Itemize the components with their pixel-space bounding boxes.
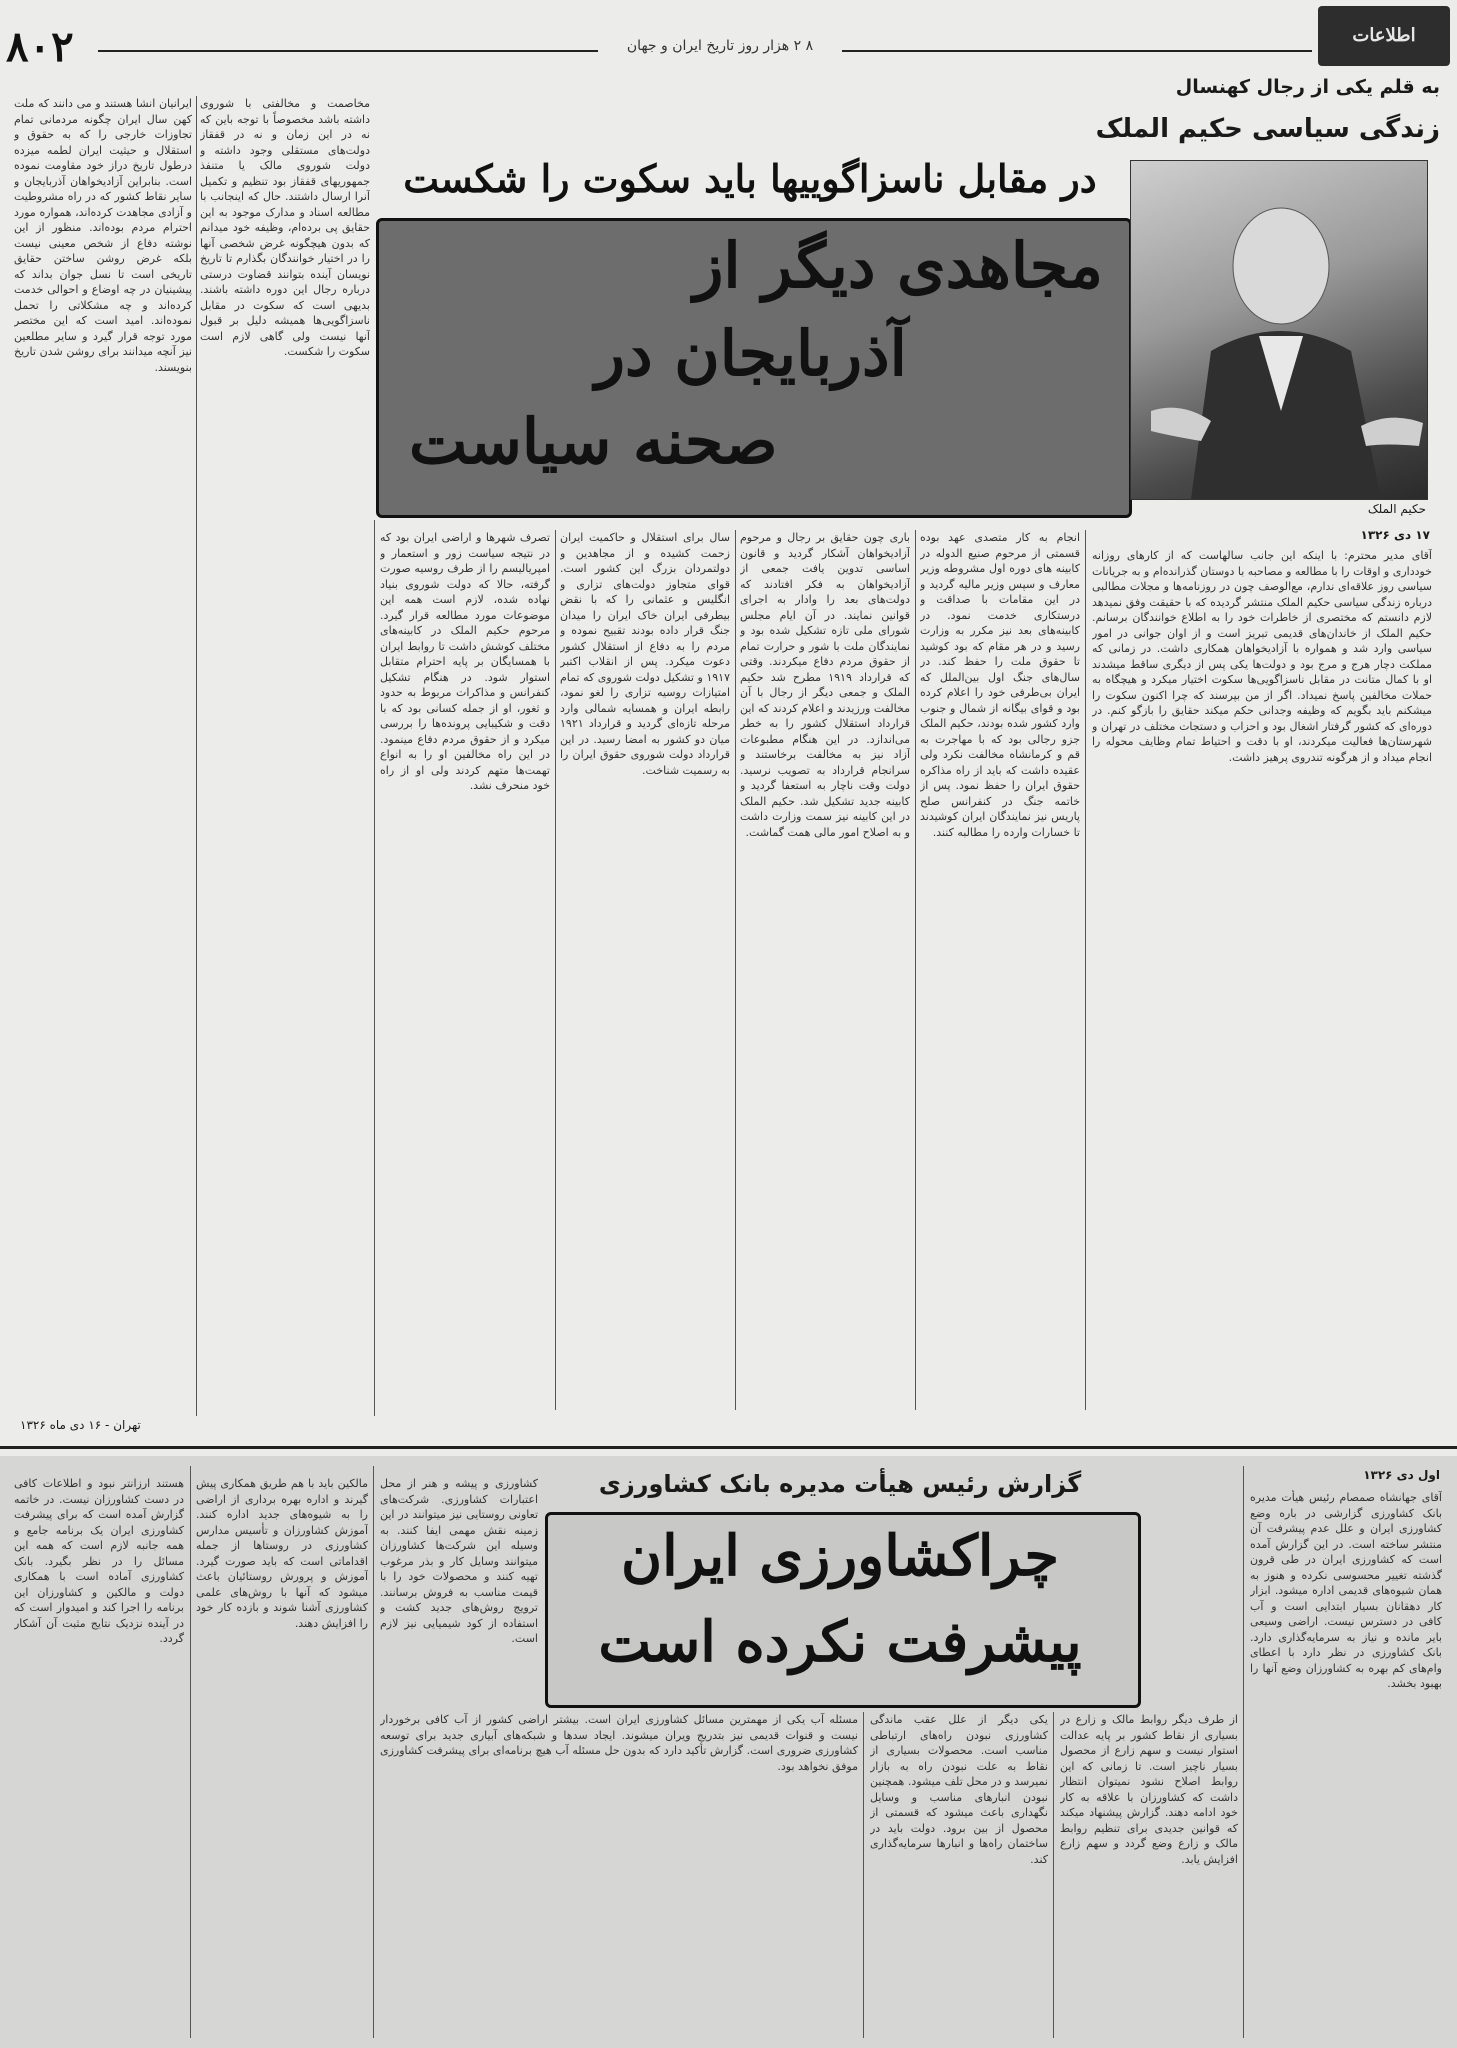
portrait-photo [1130,160,1428,500]
article1-column-4: سال برای استقلال و حاکمیت ایران زحمت کشیده و از مجاهدین و دولتمردان بزرگ این کشور است. قوای متجاوز دولت‌های تزاری و انگلیس و عثمانی را که با نقض بیطرفی ایران خاک ایران را میدان جنگ قرار داده بودند تقبیح نموده و مردم را به دفاع از استقلال کشور دعوت میکرد. پس از انقلاب اکتبر ۱۹۱۷ و تشکیل دولت شوروی که تمام امتیازات روسیه تزاری را لغو نمود، رابطه ایران و همسایه شمالی وارد مرحله تازه‌ای گردید و قرارداد ۱۹۲۱ میان دو کشور به امضا رسید. در این قرارداد دولت شوروی حقوق ایران را به رسمیت شناخت. [560,531,730,777]
column-divider [1085,530,1086,1410]
column-divider [374,520,375,1416]
column-divider [196,96,197,1416]
column-divider [555,530,556,1410]
article2-column-6: مالکین باید با هم طریق همکاری پیش گیرند و اداره بهره برداری از اراضی را به شیوه‌های جدید اداره کنند. آموزش کشاورزان و تأسیس مدارس کشاورزی در روستاها از جمله اقداماتی است که باید صورت گیرد. آموزش و پرورش روستائیان باعث میشود که آنها با روش‌های علمی کشاورزی آشنا شوند و بازده کار خود را افزایش دهند. [196,1477,368,1630]
dateline-top: ۱۷ دی ۱۳۲۶ [1360,528,1430,542]
column-divider [190,1466,191,2038]
page-number: ۸۰۲ [6,22,74,71]
column-divider [915,530,916,1410]
article2-date: اول دی ۱۳۲۶ [1363,1468,1440,1482]
portrait-figure-icon [1131,161,1427,499]
headline-box [376,218,1132,518]
article-headline: در مقابل ناسزاگوییها باید سکوت را شکست [403,156,1097,201]
publication-logo: اطلاعات [1318,6,1450,66]
header-rule-left [98,50,598,52]
column-divider [373,1466,374,2038]
article-subtitle: زندگی سیاسی حکیم الملک [1095,114,1440,144]
article1-column-6: مخاصمت و مخالفتی با شوروی داشته باشد مخصوصاً با توجه باین که نه در این زمان و نه در قفقاز دولت‌های مستقلی وجود داشته و دولت شوروی مالک یا متنفذ جمهوریهای قفقاز بود تنظیم و تکمیل آنرا ارسال داشتند. حال که اینجانب با مطالعه اسناد و مدارک موجود به این حقایق پی برده‌ام، وظیفه خود میدانم که بدون هیچگونه غرض شخصی آنها را در اختیار خوانندگان بگذارم تا تاریخ نویسان آینده بتوانند قضاوت درستی درباره رجال این دوره داشته باشند. بدیهی است که سکوت در مقابل ناسزاگویی‌ها همیشه دلیل بر قبول آنها نیست ولی گاهی لازم است سکوت را شکست. [200,97,370,358]
article2-column-5: کشاورزی و پیشه و هنر از محل اعتبارات کشاورزی. شرکت‌های تعاونی روستایی نیز میتوانند در این زمینه نقش مهمی ایفا کنند. به وسیله این شرکت‌ها کشاورزان میتوانند وسایل کار و بذر مرغوب تهیه کنند و محصولات خود را با قیمت مناسب به فروش برسانند. ترویج روش‌های جدید کشت و استفاده از کود شیمیایی نیز لازم است. [380,1477,538,1645]
article2-column-4: مسئله آب یکی از مهمترین مسائل کشاورزی ایران است. بیشتر اراضی کشور از آب کافی برخوردار نیست و قنوات قدیمی نیز بتدریج ویران میشوند. ایجاد سدها و شبکه‌های آبیاری جدید برای توسعه کشاورزی ضروری است. گزارش تأکید دارد که بدون حل مسئله آب هیچ برنامه‌ای برای پیشرفت کشاورزی موفق نخواهد بود. [380,1713,858,1773]
article1-column-7: ایرانیان انشا هستند و می دانند که ملت کهن سال ایران چگونه مردمانی تمام تجاوزات خارجی را که به حقوق و استقلال و حیثیت ایران لطمه میزده درطول تاریخ دراز خود مقاومت نموده است. بنابراین آزادیخواهان آذربایجان و سایر نقاط کشور که در راه مشروطیت و آزادی مجاهدت کرده‌اند، همواره مورد احترام مردم بوده‌اند. منظور از این نوشته دفاع از شخص معینی نیست بلکه غرض روشن ساختن حقایق تاریخی است تا نسل جوان بداند که پیشینیان در چه اوضاع و احوالی خدمت کرده‌اند و چه مشکلاتی را تحمل نموده‌اند. امید است که این مختصر مورد توجه قرار گیرد و سایر مطلعین نیز آنچه میدانند برای روشن شدن تاریخ بنویسند. [14,97,192,374]
box-line-2: آذربایجان در [595,317,907,390]
article2-headline-box [545,1512,1141,1708]
article2-column-2: از طرف دیگر روابط مالک و زارع در بسیاری از نقاط کشور بر پایه عدالت استوار نیست و سهم زارع از محصول بسیار ناچیز است. تا زمانی که این روابط اصلاح نشود نمیتوان انتظار داشت که کشاورزان با علاقه به کار خود ادامه دهند. گزارش پیشنهاد میکند که قوانین جدیدی برای تنظیم روابط مالک و زارع وضع گردد و سهم زارع افزایش یابد. [1060,1713,1238,1866]
column-divider [863,1712,864,2038]
article2-column-3: یکی دیگر از علل عقب ماندگی کشاورزی نبودن راه‌های ارتباطی مناسب است. محصولات بسیاری از نقاط به علت نبودن راه به بازار نمیرسد و در محل تلف میشود. همچنین نبودن انبارهای مناسب و وسایل نگهداری باعث میشود که قسمتی از محصول از بین برود. دولت باید در ساختمان راه‌ها و انبارها سرمایه‌گذاری کند. [870,1713,1048,1866]
dateline-bottom: تهران - ۱۶ دی ماه ۱۳۲۶ [20,1418,141,1432]
article2-headline-line-2: پیشرفت نکرده است [598,1609,1082,1675]
box-line-1: مجاهدی دیگر از [693,229,1103,302]
column-divider [1243,1466,1244,2038]
series-title: ۸ ۲ هزار روز تاریخ ایران و جهان [626,38,814,54]
column-divider [735,530,736,1410]
byline: به قلم یکی از رجال کهنسال [1175,76,1440,98]
article1-column-2: انجام به کار متصدی عهد بوده قسمتی از مرحوم صنیع الدوله در کابینه های دوره اول مشروطه وزیر معارف و سپس وزیر مالیه گردید و در این مقامات با صداقت و درستکاری خدمت نمود. در کابینه‌های بعد نیز مکرر به وزارت رسید و در هر مقام که بود کوشید تا حقوق ملت را حفظ کند. در سال‌های جنگ اول بین‌الملل که ایران بی‌طرفی خود را اعلام کرده بود و قوای بیگانه از شمال و جنوب وارد کشور شده بودند، حکیم الملک جزو رجالی بود که با مهاجرت به قم و کرمانشاه مخالفت نکرد ولی عقیده داشت که باید از راه مذاکره حقوق ایران را حفظ نمود. پس از خاتمه جنگ در کنفرانس صلح پاریس نیز نمایندگان ایران کوشیدند تا خسارات وارده را مطالبه کنند. [920,531,1080,839]
header-rule-right [842,50,1312,52]
article1-column-3: باری چون حقایق بر رجال و مرحوم آزادیخواهان آشکار گردید و قانون اساسی تدوین یافت جمعی از آزادیخواهان به فکر افتادند که دولت‌های بعد را وادار به اجرای قوانین نمایند. در آن ایام مجلس شورای ملی تازه تشکیل شده بود و نمایندگان ملت با شور و حرارت تمام از حقوق مردم دفاع میکردند. وقتی که قرارداد ۱۹۱۹ مطرح شد حکیم الملک و جمعی دیگر از رجال با آن مخالفت ورزیدند و اعلام کردند که این قرارداد استقلال کشور را به خطر می‌اندازد. در این هنگام مطبوعات آزاد نیز به مخالفت برخاستند و سرانجام قرارداد به تصویب نرسید. دولت وقت ناچار به استعفا گردید و کابینه جدید تشکیل شد. حکیم الملک در این کابینه نیز سمت وزارت داشت و به اصلاح امور مالی همت گماشت. [740,531,910,839]
agriculture-section [0,1456,1457,2048]
column-divider [1053,1712,1054,2038]
article2-headline-line-1: چراکشاورزی ایران [621,1523,1059,1589]
box-line-3: صحنه سیاست [409,405,778,478]
article1-column-5: تصرف شهرها و اراضی ایران بود که در نتیجه سیاست زور و استعمار و امپریالیسم را از طرف روسیه صورت گرفته، حالا که دولت شوروی بنیاد نهاده شده، لازم است همه این موضوعات مورد مطالعه قرار گیرد. مرحوم حکیم الملک در کابینه‌های مختلف کوشش داشت تا روابط ایران با همسایگان بر پایه احترام متقابل استوار شود. در هنگام تشکیل کنفرانس و مذاکرات مربوط به حدود و ثغور، او از جمله کسانی بود که با دقت و شکیبایی پرونده‌ها را بررسی میکرد و از حقوق مردم دفاع مینمود. در این راه مخالفین او را به انواع تهمت‌ها متهم کردند ولی او از راه خود منحرف نشد. [380,531,550,792]
photo-caption: حکیم الملک [1367,502,1426,516]
article1-column-1: آقای مدیر محترم: با اینکه این جانب سالهاست که از کارهای روزانه خودداری و اوقات را با مطالعه و مصاحبه با دوستان گذرانده‌ام و به جریانات سیاسی روز علاقه‌ای ندارم، مع‌الوصف چون در روزنامه‌ها و مجلات مطالبی درباره زندگی سیاسی حکیم الملک منتشر گردیده که با حقیقت وفق نمیدهد لازم دانستم که مختصری از خاطرات خود را به اطلاع خوانندگان برسانم. حکیم الملک از خاندان‌های قدیمی تبریز است و از اوان جوانی در امور سیاسی وارد شد و همواره با آزادیخواهان همکاری داشت. در زمانی که مملکت دچار هرج و مرج بود و دولت‌ها یکی پس از دیگری ساقط میشدند او با کمال متانت در مقابل ناسزاگویی‌ها سکوت اختیار میکرد و هیچگاه به حملات مخالفین پاسخ نمیداد. اگر از من بپرسند که چرا اکنون سکوت را میشکنم باید بگویم که وظیفه وجدانی حکم میکند حقایق را بازگو کنم. در دوره‌ای که کشور گرفتار اشغال بود و احزاب و دستجات مختلف در تهران و شهرستان‌ها فعالیت میکردند، او با دقت و احتیاط تمام وظایف محوله را انجام میداد و از هرگونه تندروی پرهیز داشت. [1092,549,1432,764]
section-divider [0,1446,1457,1449]
article2-column-1: آقای جهانشاه صمصام رئیس هیأت مدیره بانک کشاورزی گزارشی در باره وضع کشاورزی ایران و علل عدم پیشرفت آن منتشر ساخته است. در این گزارش آمده است که کشاورزی ایران در طی قرون گذشته تغییر محسوسی نکرده و هنوز به همان شیوه‌های قدیمی اداره میشود. ابزار کار دهقانان بسیار ابتدایی است و آب کافی در دسترس نیست. اراضی وسیعی بایر مانده و نیاز به سرمایه‌گذاری دارد. بانک کشاورزی در نظر دارد با اعطای وام‌های کم بهره به کشاورزان وضع آنها را بهبود بخشد. [1250,1491,1442,1690]
article2-subheadline: گزارش رئیس هیأت مدیره بانک کشاورزی [598,1470,1082,1498]
article2-column-7: هستند ارزانتر نبود و اطلاعات کافی در دست کشاورزان نیست. در خاتمه گزارش آمده است که برای پیشرفت کشاورزی ایران یک برنامه جامع و همه جانبه لازم است که همه این مسائل را در نظر بگیرد. بانک کشاورزی آماده است با همکاری دولت و مالکین و کشاورزان این برنامه را اجرا کند و امیدوار است که در آینده نزدیک نتایج مثبت آن آشکار گردد. [14,1477,184,1645]
